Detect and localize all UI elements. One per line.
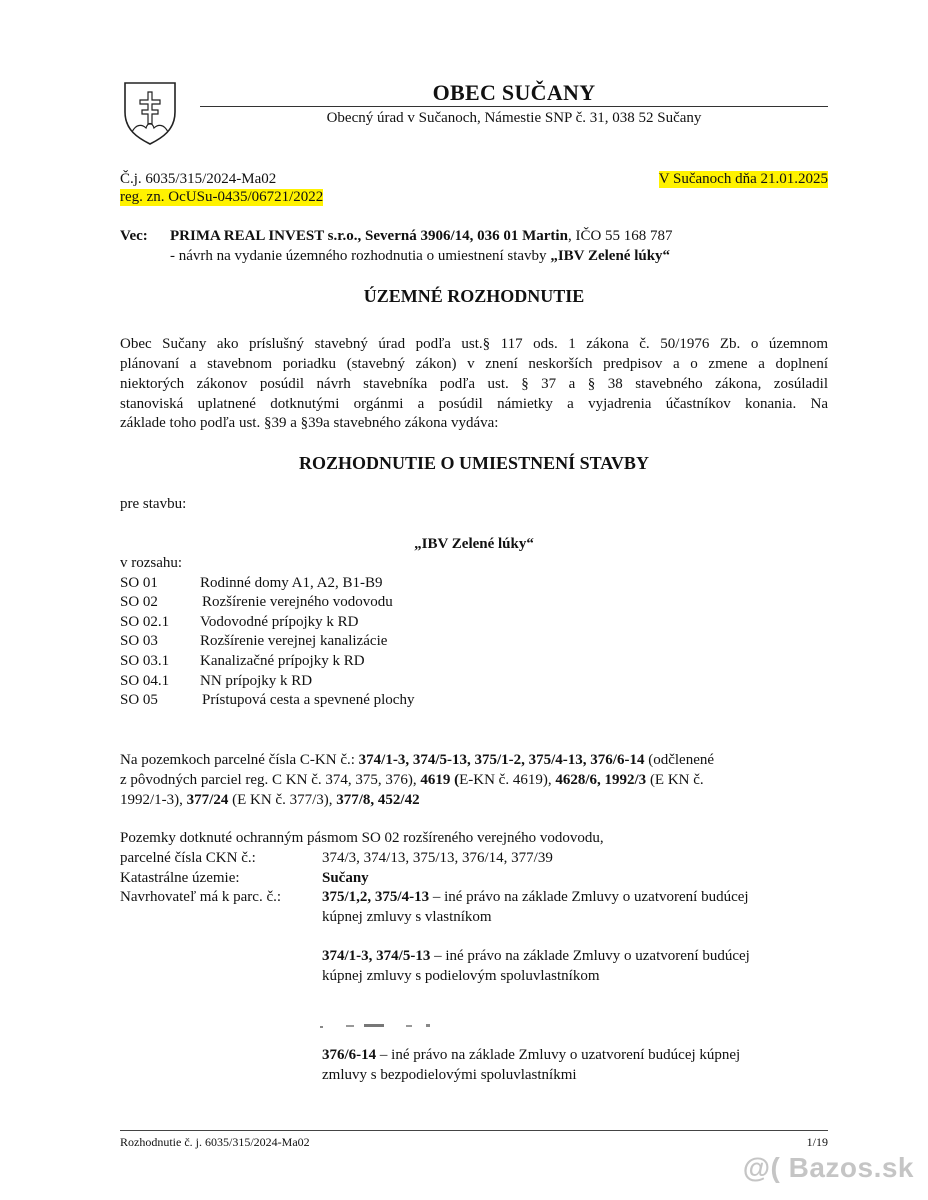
parcels-line-2: z pôvodných parciel reg. C KN č. 374, 375, 376), 4619 (E-KN č. 4619), 4628/6, 1992/3 (E KN č.: [120, 772, 704, 788]
building-name: „IBV Zelené lúky“: [414, 536, 534, 552]
applicant-rights-label: Navrhovateľ má k parc. č.:: [120, 889, 282, 905]
rights-entry-1-line-2: kúpnej zmluvy s vlastníkom: [322, 909, 492, 925]
rights-entry-1-line-1: 375/1,2, 375/4-13 – iné právo na základe Zmluvy o uzatvorení budúcej: [322, 889, 749, 905]
parcels-line-1: Na pozemkoch parcelné čísla C-KN č.: 374/1-3, 374/5-13, 375/1-2, 375/4-13, 376/6-14 (odčlenené: [120, 752, 715, 768]
office-address: Obecný úrad v Sučanoch, Námestie SNP č. 31, 038 52 Sučany: [326, 110, 702, 126]
rights-entry-2-line-1: 374/1-3, 374/5-13 – iné právo na základe Zmluvy o uzatvorení budúcej: [322, 948, 750, 964]
intro-line-1: Obec Sučany ako príslušný stavebný úrad podľa ust.§ 117 ods. 1 zákona č. 50/1976 Zb. o územnom: [120, 336, 828, 352]
heading-placement-decision: ROZHODNUTIE O UMIESTNENÍ STAVBY: [299, 453, 649, 473]
rights-entry-3-line-2: zmluvy s bezpodielovými spoluvlastníkmi: [322, 1067, 577, 1083]
ckn-label: parcelné čísla CKN č.:: [120, 850, 256, 866]
scope-label: v rozsahu:: [120, 555, 183, 571]
applicant-ico: , IČO 55 168 787: [567, 228, 673, 244]
rights-entry-3-line-1: 376/6-14 – iné právo na základe Zmluvy o uzatvorení budúcej kúpnej: [322, 1047, 741, 1063]
ckn-value: 374/3, 374/13, 375/13, 376/14, 377/39: [322, 850, 553, 866]
header-divider: [200, 106, 828, 107]
page-number: 1/19: [806, 1135, 828, 1149]
for-building-label: pre stavbu:: [120, 496, 187, 512]
footer-reference: Rozhodnutie č. j. 6035/315/2024-Ma02: [120, 1135, 310, 1149]
issue-date: V Sučanoch dňa 21.01.2025: [658, 171, 828, 187]
heading-decision: ÚZEMNÉ ROZHODNUTIE: [363, 286, 585, 306]
intro-line-3: niektorých zákonov posúdil návrh stavebníka podľa ust. § 37 a § 38 stavebného zákona, zosúladil: [120, 376, 828, 392]
rights-entry-2-line-2: kúpnej zmluvy s podielovým spoluvlastníkom: [322, 968, 600, 984]
footer-divider: [120, 1130, 828, 1131]
redaction-specks: [316, 1012, 446, 1032]
intro-line-2: plánovaní a stavebnom poriadku (stavebný zákon) v znení neskorších predpisov a o zmene a doplnení: [120, 356, 828, 372]
municipality-title: OBEC SUČANY: [432, 80, 596, 105]
coat-of-arms-icon: [122, 80, 178, 146]
subject-line-1: [170, 228, 673, 245]
subject-description: - návrh na vydanie územného rozhodnutia o umiestnení stavby: [170, 248, 551, 264]
registry-number: reg. zn. OcUSu-0435/06721/2022: [120, 189, 324, 205]
subject-label: Vec:: [120, 228, 148, 244]
protection-zone-text: Pozemky dotknuté ochranným pásmom SO 02 rozšíreného verejného vodovodu,: [120, 830, 604, 846]
parcels-line-3: 1992/1-3), 377/24 (E KN č. 377/3), 377/8, 452/42: [120, 792, 420, 808]
intro-line-4: stanoviská uplatnené dotknutými orgánmi a posúdil námietky a vyjadrenia účastníkov konania. Na: [120, 396, 828, 412]
cadastral-area-value: Sučany: [322, 870, 369, 886]
applicant-name: PRIMA REAL INVEST s.r.o., Severná 3906/14, 036 01 Martin: [170, 228, 568, 244]
case-number: Č.j. 6035/315/2024-Ma02: [120, 171, 277, 187]
cadastral-area-label: Katastrálne územie:: [120, 870, 240, 886]
watermark-logo: @( Bazos.sk: [742, 1152, 914, 1183]
intro-line-5: základe toho podľa ust. §39 a §39a stavebného zákona vydáva:: [120, 415, 499, 431]
subject-line-2: [170, 248, 670, 265]
project-name: „IBV Zelené lúky“: [550, 248, 671, 264]
